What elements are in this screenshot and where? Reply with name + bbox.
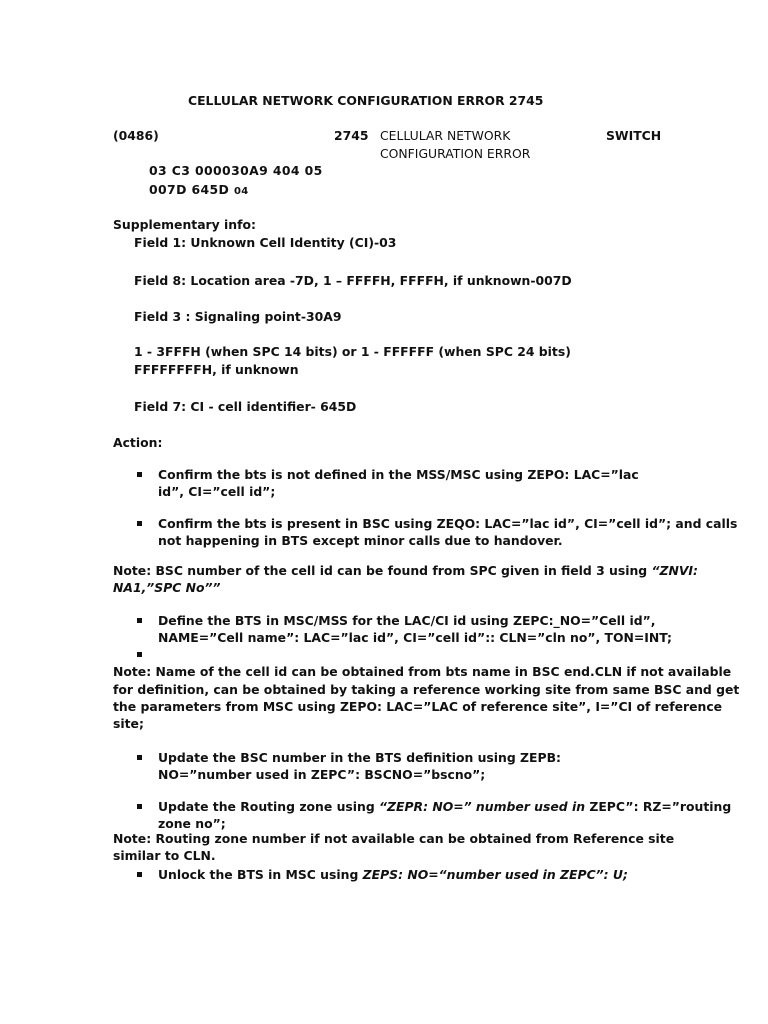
bullet-marker [137,755,142,760]
note3-line2: similar to CLN. [113,848,216,863]
bullet1-line1: Confirm the bts is not defined in the MSS/MSC using ZEPO: LAC=”lac [158,467,639,482]
bullet5-command: “ZEPR: NO=” number used in [379,799,590,814]
bullet1-line2: id”, CI=”cell id”; [158,484,276,499]
note2-line3: the parameters from MSC using ZEPO: LAC=”LAC of reference site”, I=”CI of reference [113,699,723,714]
error-switch-label: SWITCH [606,128,662,143]
page-title: CELLULAR NETWORK CONFIGURATION ERROR 2745 [188,93,544,108]
bullet5-line2: zone no”; [158,816,226,831]
bullet2-line2: not happening in BTS except minor calls due to handover. [158,533,563,548]
note1-text: Note: BSC number of the cell id can be found from SPC given in field 3 using [113,563,652,578]
note1-line1 [113,562,698,579]
bullet-marker [137,472,142,477]
bullet5-text: Update the Routing zone using [158,799,380,814]
field8-text: Field 8: Location area -7D, 1 – FFFFH, FFFFH, if unknown-007D [134,273,572,288]
field7-text: Field 7: CI - cell identifier- 645D [134,399,357,414]
bullet-marker-empty [137,652,142,657]
note3-line1: Note: Routing zone number if not available can be obtained from Reference site [113,831,675,846]
bullet4-line2: NO=”number used in ZEPC”: BSCNO=”bscno”; [158,767,486,782]
action-heading: Action: [113,435,163,450]
field3-text: Field 3 : Signaling point-30A9 [134,309,342,324]
bullet-marker [137,618,142,623]
bullet6-command: ZEPS: NO=“number used in ZEPC”: U; [362,867,628,882]
bullet-marker [137,521,142,526]
note1-line2: NA1,”SPC No”” [113,580,221,595]
note2-line1: Note: Name of the cell id can be obtained from bts name in BSC end.CLN if not available [113,664,732,679]
error-number: 2745 [334,128,369,143]
error-description-line2: CONFIGURATION ERROR [380,146,531,161]
error-description-line1: CELLULAR NETWORK [380,128,511,143]
bullet5-tail: ZEPC”: RZ=”routing [589,799,732,814]
bullet5-line1 [158,798,731,815]
range-line-2: FFFFFFFFH, if unknown [134,362,299,377]
supplementary-heading: Supplementary info: [113,217,256,232]
bullet6-line1 [158,866,628,883]
bullet6-text: Unlock the BTS in MSC using [158,867,363,882]
note1-command: “ZNVI: [651,563,698,578]
note2-line4: site; [113,716,144,731]
hex-line-2-suffix: 04 [233,186,249,197]
hex-line-2 [149,181,249,200]
range-line-1: 1 - 3FFFH (when SPC 14 bits) or 1 - FFFFFF (when SPC 24 bits) [134,344,571,359]
note2-line2: for definition, can be obtained by taking a reference working site from same BSC and get [113,682,740,697]
bullet-marker [137,804,142,809]
error-code: (0486) [113,128,159,143]
bullet3-line1: Define the BTS in MSC/MSS for the LAC/CI id using ZEPC:_NO=”Cell id”, [158,613,656,628]
hex-line-2-main: 007D 645D [149,182,230,197]
hex-line-1: 03 C3 000030A9 404 05 [149,163,323,178]
field1-text: Field 1: Unknown Cell Identity (CI)-03 [134,235,397,250]
bullet4-line1: Update the BSC number in the BTS definition using ZEPB: [158,750,561,765]
bullet-marker [137,872,142,877]
bullet2-line1: Confirm the bts is present in BSC using ZEQO: LAC=”lac id”, CI=”cell id”; and calls [158,516,738,531]
bullet3-line2: NAME=”Cell name”: LAC=”lac id”, CI=”cell id”:: CLN=”cln no”, TON=INT; [158,630,672,645]
